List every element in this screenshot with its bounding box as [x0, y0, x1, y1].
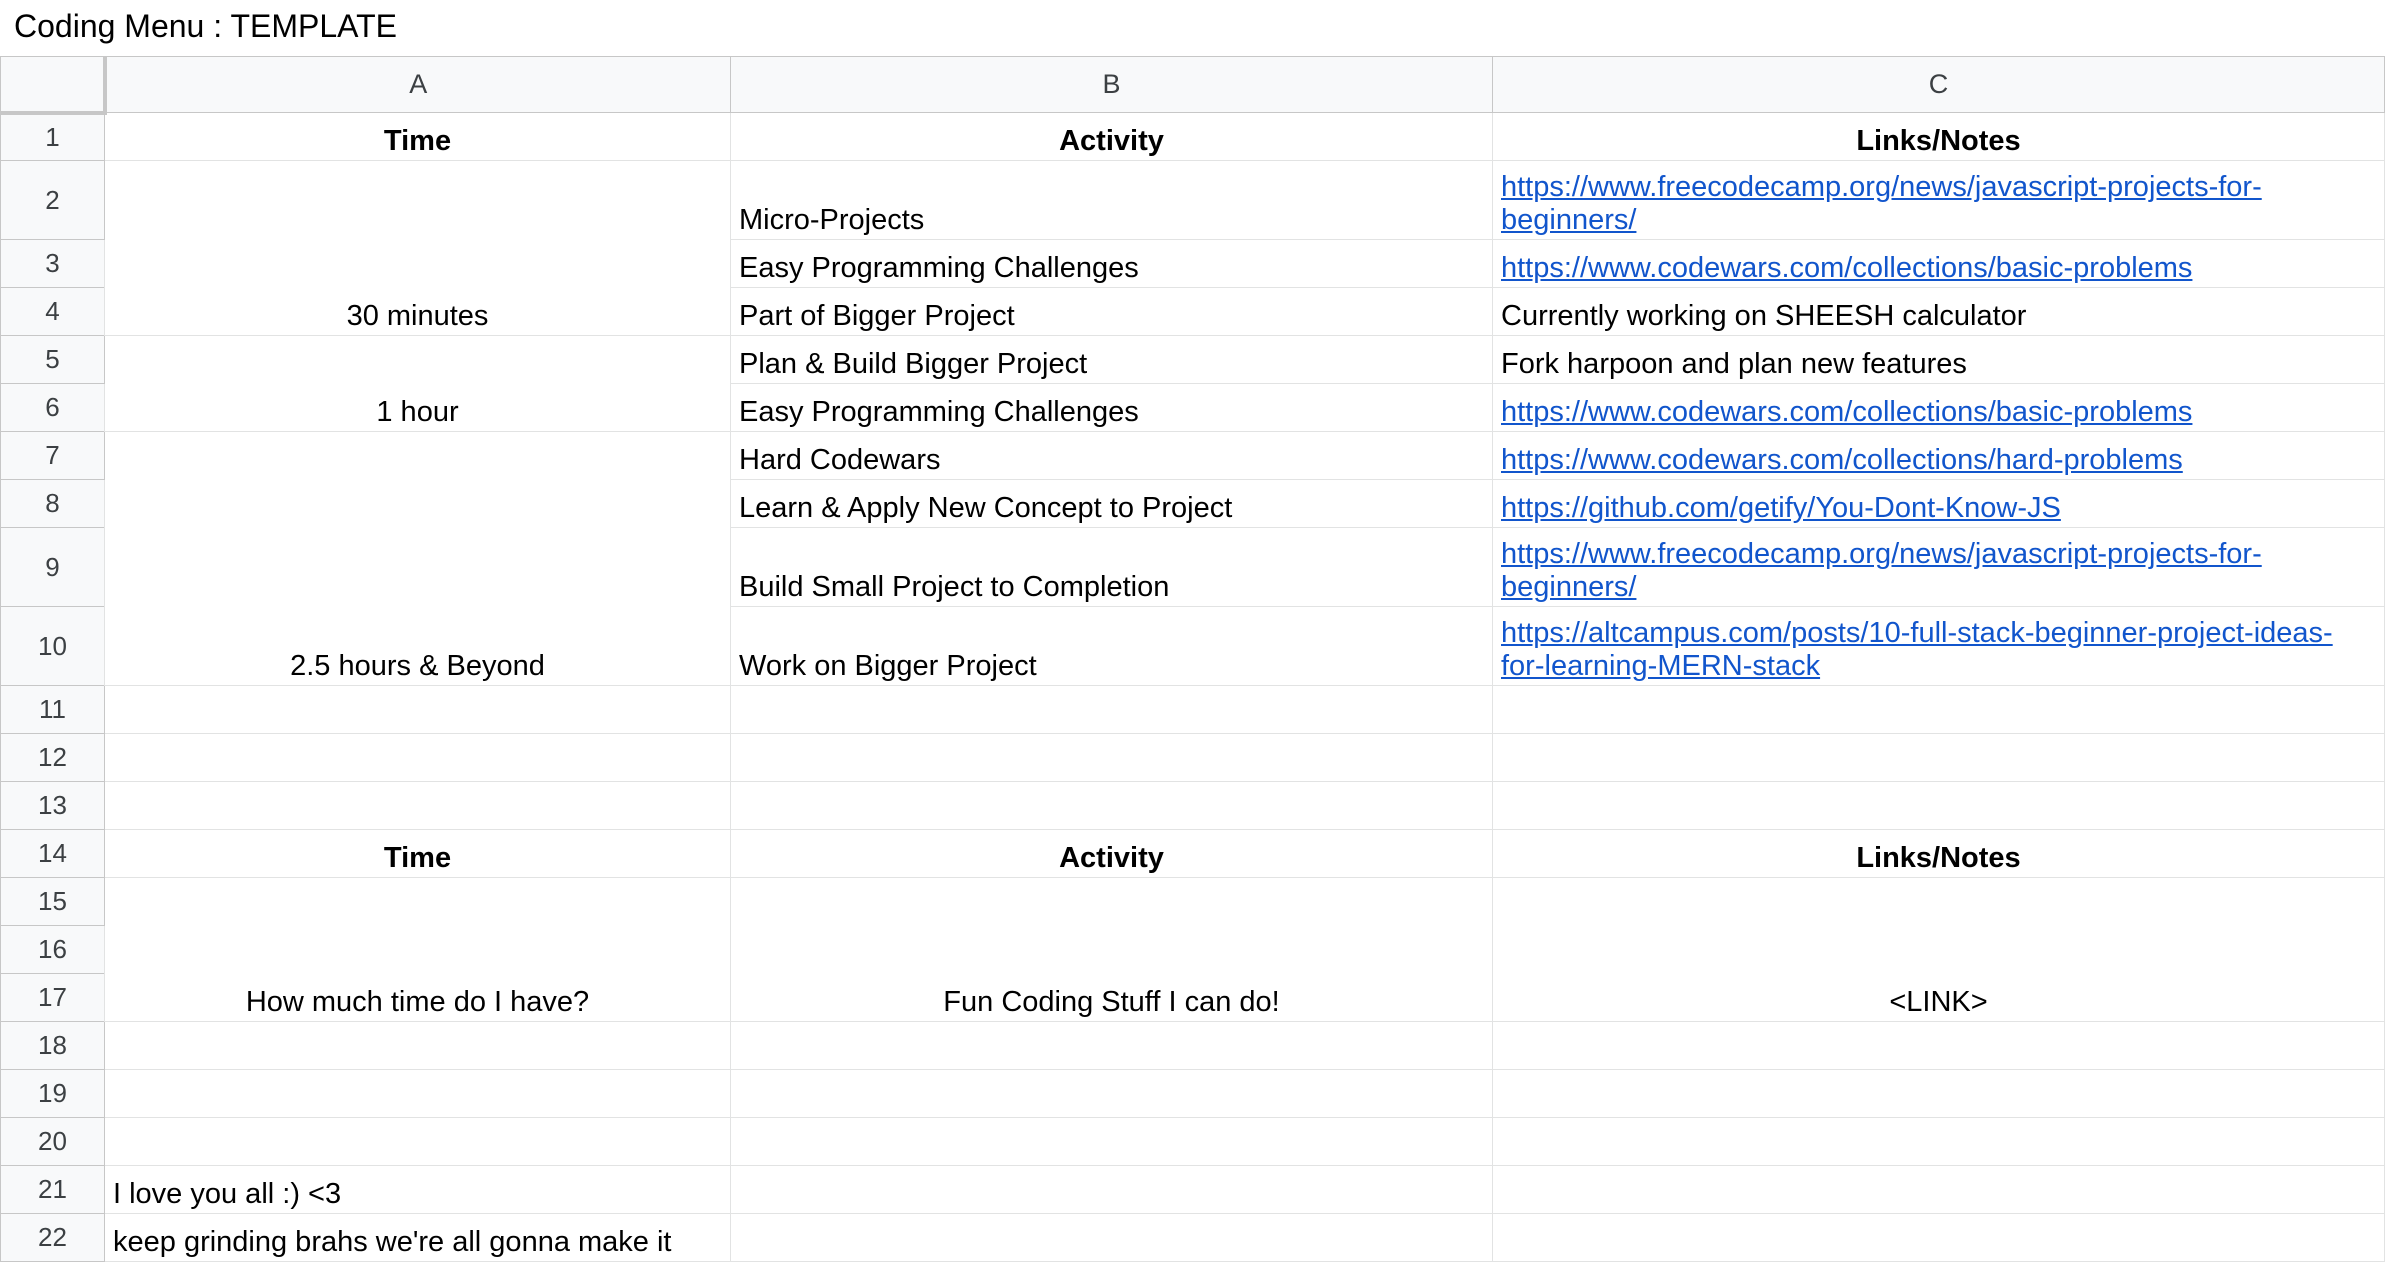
empty-cell[interactable] [1493, 1166, 2385, 1214]
empty-cell[interactable] [731, 1070, 1493, 1118]
empty-cell[interactable] [105, 734, 731, 782]
row-header[interactable]: 14 [1, 830, 105, 878]
row-header[interactable]: 2 [1, 161, 105, 240]
row-header[interactable]: 9 [1, 528, 105, 607]
empty-cell[interactable] [731, 1166, 1493, 1214]
empty-cell[interactable] [1493, 1118, 2385, 1166]
empty-cell[interactable] [105, 686, 731, 734]
link[interactable]: https://www.codewars.com/collections/basic-problems [1501, 252, 2193, 284]
links-cell[interactable] [1493, 240, 2385, 288]
template-activity-cell[interactable]: Fun Coding Stuff I can do! [731, 878, 1493, 1022]
empty-cell[interactable] [1493, 734, 2385, 782]
links-header-cell[interactable]: Links/Notes [1493, 113, 2385, 161]
time-cell-1-hour[interactable]: 1 hour [105, 336, 731, 432]
table-row [1, 1118, 2385, 1166]
link[interactable]: https://github.com/getify/You-Dont-Know-JS [1501, 492, 2061, 524]
table-row [1, 336, 2385, 384]
link[interactable]: https://www.codewars.com/collections/hard-problems [1501, 444, 2183, 476]
link[interactable]: https://altcampus.com/posts/10-full-stack-beginner-project-ideas-for-learning-MERN-stack [1501, 617, 2333, 682]
row-header[interactable]: 3 [1, 240, 105, 288]
time-header-cell[interactable]: Time [105, 830, 731, 878]
activity-header-cell[interactable]: Activity [731, 113, 1493, 161]
empty-cell[interactable] [105, 1070, 731, 1118]
time-cell-2-5-hours[interactable]: 2.5 hours & Beyond [105, 432, 731, 686]
table-row [1, 113, 2385, 161]
activity-cell[interactable]: Micro-Projects [731, 161, 1493, 240]
empty-cell[interactable] [731, 734, 1493, 782]
row-header[interactable]: 13 [1, 782, 105, 830]
row-header[interactable]: 7 [1, 432, 105, 480]
link[interactable]: https://www.freecodecamp.org/news/javascript-projects-for-beginners/ [1501, 171, 2262, 236]
links-cell[interactable] [1493, 480, 2385, 528]
activity-cell[interactable]: Easy Programming Challenges [731, 240, 1493, 288]
empty-cell[interactable] [105, 1022, 731, 1070]
links-cell[interactable] [1493, 432, 2385, 480]
row-header[interactable]: 16 [1, 926, 105, 974]
empty-cell[interactable] [731, 782, 1493, 830]
links-cell[interactable] [1493, 384, 2385, 432]
empty-cell[interactable] [731, 1214, 1493, 1262]
table-row [1, 734, 2385, 782]
empty-cell[interactable] [731, 1118, 1493, 1166]
activity-header-cell[interactable]: Activity [731, 830, 1493, 878]
empty-cell[interactable] [1493, 1070, 2385, 1118]
row-header[interactable]: 5 [1, 336, 105, 384]
note-cell[interactable]: keep grinding brahs we're all gonna make it [105, 1214, 731, 1262]
link[interactable]: https://www.codewars.com/collections/basic-problems [1501, 396, 2193, 428]
links-cell[interactable] [1493, 161, 2385, 240]
links-cell[interactable] [1493, 528, 2385, 607]
table-row [1, 878, 2385, 926]
notes-cell[interactable]: Fork harpoon and plan new features [1493, 336, 2385, 384]
table-row [1, 161, 2385, 240]
empty-cell[interactable] [105, 782, 731, 830]
time-header-cell[interactable]: Time [105, 113, 731, 161]
activity-cell[interactable]: Build Small Project to Completion [731, 528, 1493, 607]
activity-cell[interactable]: Work on Bigger Project [731, 607, 1493, 686]
time-cell-30-minutes[interactable]: 30 minutes [105, 161, 731, 336]
column-header-row [1, 57, 2385, 113]
activity-cell[interactable]: Easy Programming Challenges [731, 384, 1493, 432]
row-header[interactable]: 8 [1, 480, 105, 528]
empty-cell[interactable] [1493, 1022, 2385, 1070]
table-row [1, 1022, 2385, 1070]
row-header[interactable]: 6 [1, 384, 105, 432]
row-header[interactable]: 4 [1, 288, 105, 336]
empty-cell[interactable] [1493, 686, 2385, 734]
table-row [1, 686, 2385, 734]
row-header[interactable]: 11 [1, 686, 105, 734]
links-header-cell[interactable]: Links/Notes [1493, 830, 2385, 878]
template-time-cell[interactable]: How much time do I have? [105, 878, 731, 1022]
note-cell[interactable]: I love you all :) <3 [105, 1166, 731, 1214]
row-header[interactable]: 12 [1, 734, 105, 782]
empty-cell[interactable] [731, 686, 1493, 734]
row-header[interactable]: 15 [1, 878, 105, 926]
activity-cell[interactable]: Plan & Build Bigger Project [731, 336, 1493, 384]
table-row [1, 1070, 2385, 1118]
template-link-cell[interactable]: <LINK> [1493, 878, 2385, 1022]
empty-cell[interactable] [1493, 1214, 2385, 1262]
row-header[interactable]: 20 [1, 1118, 105, 1166]
table-row [1, 782, 2385, 830]
table-row [1, 432, 2385, 480]
column-header-c[interactable]: C [1493, 57, 2385, 113]
row-header[interactable]: 22 [1, 1214, 105, 1262]
column-header-b[interactable]: B [731, 57, 1493, 113]
table-row [1, 830, 2385, 878]
notes-cell[interactable]: Currently working on SHEESH calculator [1493, 288, 2385, 336]
activity-cell[interactable]: Hard Codewars [731, 432, 1493, 480]
row-header[interactable]: 21 [1, 1166, 105, 1214]
row-header[interactable]: 1 [1, 113, 105, 161]
links-cell[interactable] [1493, 607, 2385, 686]
row-header[interactable]: 17 [1, 974, 105, 1022]
empty-cell[interactable] [731, 1022, 1493, 1070]
link[interactable]: https://www.freecodecamp.org/news/javascript-projects-for-beginners/ [1501, 538, 2262, 603]
row-header[interactable]: 19 [1, 1070, 105, 1118]
spreadsheet-grid [0, 56, 2385, 1262]
select-all-corner[interactable] [1, 57, 105, 113]
empty-cell[interactable] [105, 1118, 731, 1166]
activity-cell[interactable]: Learn & Apply New Concept to Project [731, 480, 1493, 528]
table-row [1, 1166, 2385, 1214]
column-header-a[interactable]: A [105, 57, 731, 113]
row-header[interactable]: 18 [1, 1022, 105, 1070]
table-row [1, 1214, 2385, 1262]
activity-cell[interactable]: Part of Bigger Project [731, 288, 1493, 336]
empty-cell[interactable] [1493, 782, 2385, 830]
sheet-title: Coding Menu : TEMPLATE [14, 8, 397, 44]
row-header[interactable]: 10 [1, 607, 105, 686]
